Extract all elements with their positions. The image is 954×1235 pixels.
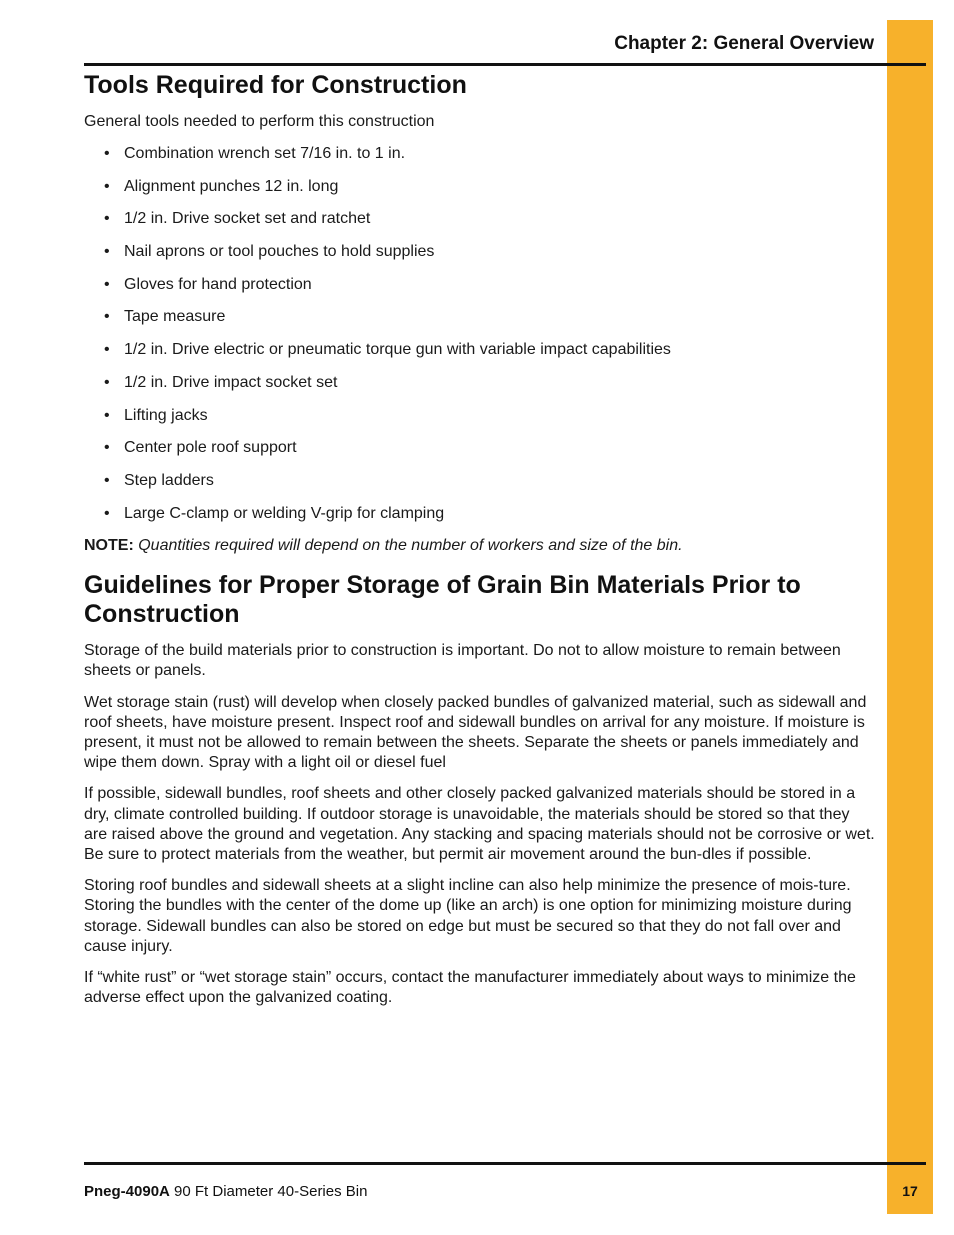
tool-item-text: Step ladders [124, 471, 214, 489]
bullet-icon: • [104, 373, 110, 391]
tool-item-text: Large C-clamp or welding V-grip for clamping [124, 504, 445, 522]
tool-list-item [84, 307, 876, 327]
bullet-icon: • [104, 504, 110, 522]
page-content [84, 70, 876, 1009]
storage-paragraph: If possible, sidewall bundles, roof sheets and other closely packed galvanized materials should be stored in a dry, climate controlled building. If outdoor storage is unavoidable, the materials should be stored so that they are raised above the ground and vegetation. Any stacking and spacing materials should not be corrosive or wet. Be sure to protect materials from the weather, but permit air movement around the bun-dles if possible. [84, 785, 875, 864]
tools-heading: Tools Required for Construction [84, 71, 467, 99]
tool-list-item [84, 209, 876, 229]
tool-item-text: Center pole roof support [124, 439, 297, 457]
tool-list-item [84, 242, 876, 262]
storage-paragraph: Wet storage stain (rust) will develop when closely packed bundles of galvanized material, such as sidewall and roof sheets, have moisture present. Inspect roof and sidewall bundles on arrival for any moisture. If moisture is present, it must not be allowed to remain between the sheets. Separate the sheets or panels immediately and wipe them down. Spray with a light oil or diesel fuel [84, 693, 867, 772]
tool-list-item [84, 340, 876, 360]
header-rule [84, 63, 926, 66]
page-number: 17 [902, 1183, 918, 1199]
chapter-title: Chapter 2: General Overview [614, 33, 874, 54]
footer-rule [84, 1162, 926, 1165]
tool-list-item [84, 504, 876, 524]
tool-list-item [84, 471, 876, 491]
bullet-icon: • [104, 341, 110, 359]
tool-item-text: 1/2 in. Drive socket set and ratchet [124, 210, 371, 228]
storage-heading: Guidelines for Proper Storage of Grain Bin Materials Prior to Construction [84, 571, 801, 629]
storage-paragraph: Storage of the build materials prior to construction is important. Do not to allow moisture to remain between sheets or panels. [84, 642, 841, 680]
tool-item-text: 1/2 in. Drive impact socket set [124, 373, 338, 391]
note-text: Quantities required will depend on the number of workers and size of the bin. [138, 537, 683, 555]
bullet-icon: • [104, 275, 110, 293]
bullet-icon: • [104, 210, 110, 228]
storage-paragraph: Storing roof bundles and sidewall sheets at a slight incline can also help minimize the presence of mois-ture. Storing the bundles with the center of the dome up (like an arch) is one option for minimizing moisture during storage. Sidewall bundles can also be stored on edge but must be secured so that they do not fall over and cause injury. [84, 877, 852, 955]
tool-item-text: Nail aprons or tool pouches to hold supplies [124, 243, 435, 261]
tool-item-text: Lifting jacks [124, 406, 208, 424]
footer-doc-title: 90 Ft Diameter 40-Series Bin [174, 1183, 368, 1200]
tool-item-text: Gloves for hand protection [124, 275, 312, 293]
storage-paragraph: If “white rust” or “wet storage stain” occurs, contact the manufacturer immediately about ways to minimize the adverse effect upon the galvanized coating. [84, 969, 856, 1007]
bullet-icon: • [104, 406, 110, 424]
tool-list-item [84, 373, 876, 393]
bullet-icon: • [104, 439, 110, 457]
tool-item-text: Tape measure [124, 308, 226, 326]
tool-list-item [84, 275, 876, 295]
tool-list-item [84, 438, 876, 458]
tool-item-text: Alignment punches 12 in. long [124, 177, 339, 195]
tool-list-item [84, 177, 876, 197]
bullet-icon: • [104, 243, 110, 261]
tools-note [84, 536, 876, 556]
tools-list [84, 144, 876, 524]
tool-item-text: Combination wrench set 7/16 in. to 1 in. [124, 145, 406, 162]
tools-intro: General tools needed to perform this construction [84, 113, 435, 130]
bullet-icon: • [104, 177, 110, 195]
tool-list-item [84, 406, 876, 426]
bullet-icon: • [104, 145, 110, 162]
footer-doc-number: Pneg-4090A [84, 1183, 170, 1200]
footer-document-info [84, 1183, 367, 1200]
chapter-side-tab [887, 20, 933, 1214]
tool-list-item [84, 144, 876, 164]
tool-item-text: 1/2 in. Drive electric or pneumatic torque gun with variable impact capabilities [124, 341, 671, 359]
bullet-icon: • [104, 308, 110, 326]
bullet-icon: • [104, 471, 110, 489]
note-label: NOTE: [84, 537, 134, 555]
